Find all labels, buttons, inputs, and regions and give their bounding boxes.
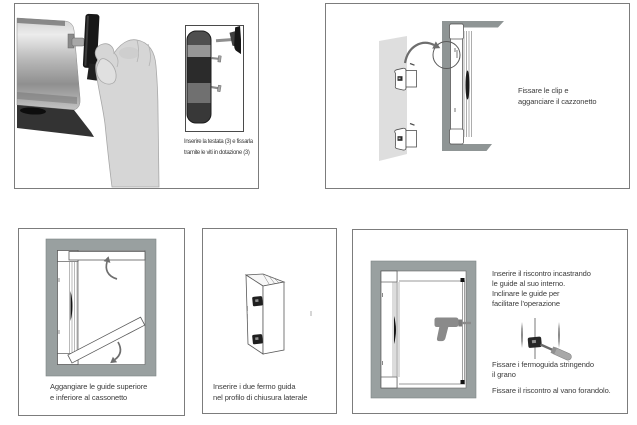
- step2-caption: [518, 86, 597, 107]
- step5-caption-insert: [492, 269, 591, 309]
- caption-line: Inserire la testata (3) e fissarla: [184, 139, 253, 145]
- screwdriver-icon: [539, 341, 572, 361]
- guide-profile-stroke: [558, 322, 560, 348]
- striker-block: [461, 278, 465, 282]
- step5-panel: [352, 229, 628, 414]
- step4-panel: [202, 228, 337, 414]
- hand-photo: [95, 40, 159, 187]
- guide-stop-icon: [528, 336, 542, 348]
- guide-stop-icon: [252, 296, 263, 306]
- caption-line: agganciare il cazzonetto: [518, 96, 597, 106]
- step2-panel: [325, 3, 630, 189]
- caption-line: nel profilo di chiusura laterale: [213, 392, 308, 402]
- caption-line: Fissare il riscontro al vano forandolo.: [492, 386, 611, 395]
- guide-stop-icon: [252, 334, 263, 344]
- caption-line: il grano: [492, 370, 516, 379]
- roller-housing-photo: [17, 18, 94, 137]
- cassonetto-column: [58, 251, 79, 365]
- screwing-illustration: [186, 26, 241, 129]
- caption-line: le guide al suo interno.: [492, 279, 566, 288]
- step1-inset-photo: [185, 25, 244, 132]
- pin-shaft: [72, 38, 84, 46]
- grub-screw-diagram: [521, 318, 572, 361]
- closing-profile: [246, 274, 284, 354]
- step4-caption: [213, 382, 307, 403]
- caption-line: Aggangiare le guide superiore: [50, 382, 148, 391]
- guide-profile-stroke: [521, 322, 523, 348]
- caption-line: Inclinare le guide per: [492, 289, 560, 298]
- caption-line: facilitare l'operazione: [492, 299, 560, 308]
- striker-block: [461, 380, 465, 384]
- curved-arrow-icon: [405, 41, 442, 63]
- caption-line: tramite le viti in dotazione (3): [184, 150, 250, 156]
- caption-line: Fissare i fermoguida stringendo: [492, 360, 594, 369]
- caption-line: Inserire il riscontro incastrando: [492, 269, 591, 278]
- caption-line: Inserire i due fermo guida: [213, 382, 296, 391]
- step5-caption-fix: [492, 386, 611, 396]
- step5-caption-grub: [492, 360, 594, 380]
- screw-icon: [211, 84, 221, 92]
- step3-panel: [18, 228, 185, 416]
- caption-line: e inferiore al cassonetto: [50, 392, 128, 402]
- step1-panel: [14, 3, 259, 189]
- screw-icon: [211, 55, 221, 62]
- roller-end: [187, 31, 211, 123]
- brush-seal: [466, 71, 470, 100]
- step3-caption: [50, 382, 147, 403]
- step1-caption: [184, 137, 253, 159]
- caption-line: Fissare le clip e: [518, 86, 569, 95]
- drill-icon: [215, 26, 241, 57]
- testata-end-cap: [83, 14, 100, 69]
